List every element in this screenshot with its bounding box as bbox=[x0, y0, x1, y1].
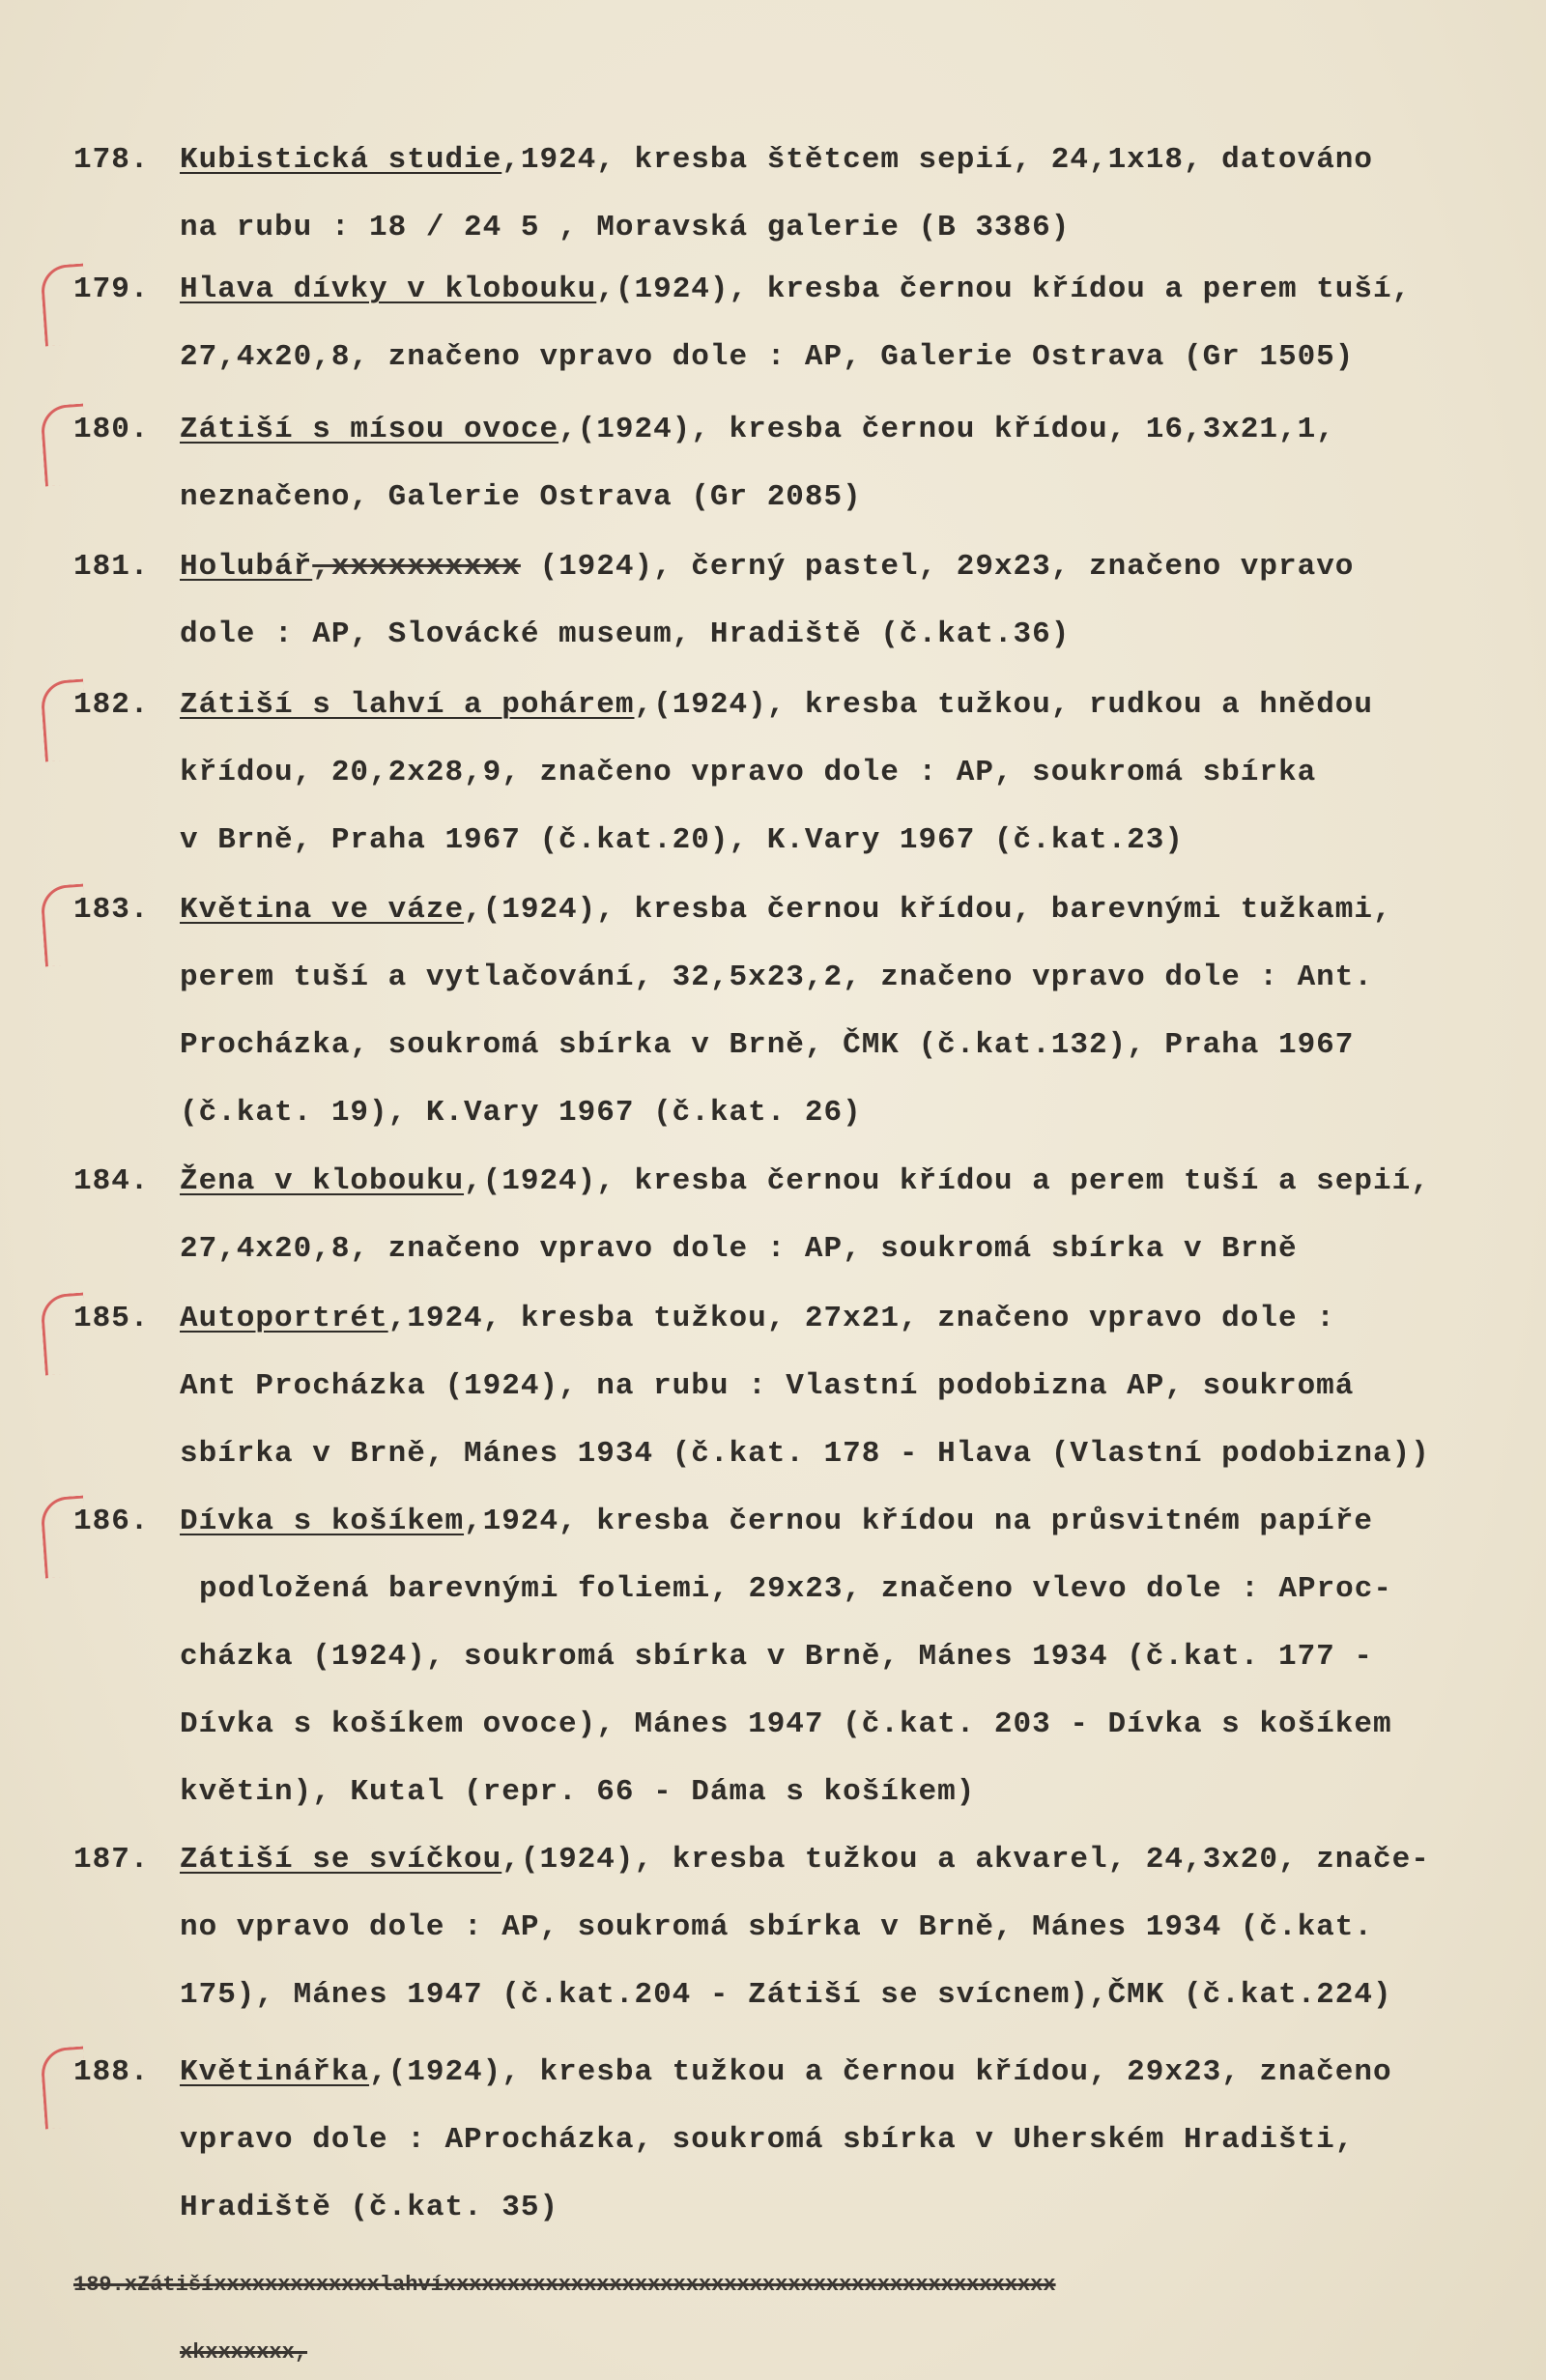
entry-number: 185. bbox=[73, 1302, 150, 1335]
entry-text-line: ,1924, kresba černou křídou na průsvitném papíře bbox=[464, 1505, 1373, 1538]
entry-text-line: květin), Kutal (repr. 66 - Dáma s košíkem) bbox=[180, 1775, 976, 1809]
entry-number: 182. bbox=[73, 688, 150, 722]
entry-text-line: sbírka v Brně, Mánes 1934 (č.kat. 178 - Hlava (Vlastní podobizna)) bbox=[180, 1437, 1430, 1471]
entry-number: 188. bbox=[73, 2055, 150, 2089]
entry-text-line: podložená barevnými foliemi, 29x23, značeno vlevo dole : AProc- bbox=[199, 1572, 1392, 1606]
entry-text-line: vpravo dole : AProcházka, soukromá sbírka v Uherském Hradišti, bbox=[180, 2123, 1355, 2157]
entry-number: 184. bbox=[73, 1164, 150, 1198]
entry-text-line: 175), Mánes 1947 (č.kat.204 - Zátiší se svícnem),ČMK (č.kat.224) bbox=[180, 1978, 1392, 2012]
artwork-title: Květina ve váze bbox=[180, 893, 465, 927]
artwork-title: Holubář bbox=[180, 550, 313, 584]
entry-text-line: cházka (1924), soukromá sbírka v Brně, Mánes 1934 (č.kat. 177 - bbox=[180, 1640, 1373, 1674]
entry-text-line: ,(1924), kresba tužkou a černou křídou, 29x23, značeno bbox=[369, 2055, 1392, 2089]
entry-text-line: na rubu : 18 / 24 5 , Moravská galerie (B 3386) bbox=[180, 211, 1071, 244]
entry-text-line: 27,4x20,8, značeno vpravo dole : AP, soukromá sbírka v Brně bbox=[180, 1232, 1298, 1266]
entry-text-line: neznačeno, Galerie Ostrava (Gr 2085) bbox=[180, 480, 862, 514]
struck-out-text: ,xxxxxxxxxx bbox=[312, 550, 521, 584]
artwork-title: Žena v klobouku bbox=[180, 1164, 465, 1198]
entry-text-line: ,1924, kresba štětcem sepií, 24,1x18, datováno bbox=[501, 143, 1374, 177]
entry-text-line: (1924), černý pastel, 29x23, značeno vpravo bbox=[520, 550, 1355, 584]
artwork-title: Zátiší se svíčkou bbox=[180, 1843, 502, 1877]
entry-number: 183. bbox=[73, 893, 150, 927]
entry-number: 187. bbox=[73, 1843, 150, 1877]
entry-number: 186. bbox=[73, 1505, 150, 1538]
entry-text-line: Procházka, soukromá sbírka v Brně, ČMK (č.kat.132), Praha 1967 bbox=[180, 1028, 1355, 1062]
entry-text-line: ,(1924), kresba černou křídou, 16,3x21,1, bbox=[558, 413, 1335, 446]
entry-text-line: no vpravo dole : AP, soukromá sbírka v Brně, Mánes 1934 (č.kat. bbox=[180, 1910, 1373, 1944]
entry-text-line: ,1924, kresba tužkou, 27x21, značeno vpravo dole : bbox=[387, 1302, 1335, 1335]
entry-text-line: v Brně, Praha 1967 (č.kat.20), K.Vary 1967 (č.kat.23) bbox=[180, 823, 1184, 857]
artwork-title: Kubistická studie bbox=[180, 143, 502, 177]
entry-text-line: (č.kat. 19), K.Vary 1967 (č.kat. 26) bbox=[180, 1096, 862, 1130]
entry-text-line: ,(1924), kresba černou křídou, barevnými tužkami, bbox=[464, 893, 1392, 927]
entry-text-line: Ant Procházka (1924), na rubu : Vlastní podobizna AP, soukromá bbox=[180, 1369, 1355, 1403]
entry-number: 180. bbox=[73, 413, 150, 446]
artwork-title: Hlava dívky v klobouku bbox=[180, 272, 597, 306]
entry-number: 178. bbox=[73, 143, 150, 177]
entry-number: 181. bbox=[73, 550, 150, 584]
entry-number: 179. bbox=[73, 272, 150, 306]
entry-text-line: 27,4x20,8, značeno vpravo dole : AP, Galerie Ostrava (Gr 1505) bbox=[180, 340, 1355, 374]
entry-text-line: ,(1924), kresba černou křídou a perem tuší, bbox=[596, 272, 1412, 306]
artwork-title: Zátiší s lahví a pohárem bbox=[180, 688, 635, 722]
struck-out-line: xkxxxxxxx, bbox=[180, 2340, 308, 2365]
entry-text-line: ,(1924), kresba tužkou, rudkou a hnědou bbox=[634, 688, 1374, 722]
artwork-title: Zátiší s mísou ovoce bbox=[180, 413, 559, 446]
artwork-title: Dívka s košíkem bbox=[180, 1505, 465, 1538]
entry-text-line: Hradiště (č.kat. 35) bbox=[180, 2191, 559, 2224]
artwork-title: Autoportrét bbox=[180, 1302, 388, 1335]
entry-text-line: ,(1924), kresba černou křídou a perem tuší a sepií, bbox=[464, 1164, 1430, 1198]
entry-text-line: křídou, 20,2x28,9, značeno vpravo dole : AP, soukromá sbírka bbox=[180, 756, 1317, 789]
entry-text-line: ,(1924), kresba tužkou a akvarel, 24,3x20, znače- bbox=[501, 1843, 1430, 1877]
entry-text-line: dole : AP, Slovácké museum, Hradiště (č.kat.36) bbox=[180, 617, 1071, 651]
entry-text-line: Dívka s košíkem ovoce), Mánes 1947 (č.kat. 203 - Dívka s košíkem bbox=[180, 1707, 1392, 1741]
artwork-title: Květinářka bbox=[180, 2055, 370, 2089]
struck-out-line: 189.xZátišíxxxxxxxxxxxxxlahvíxxxxxxxxxxxxxxxxxxxxxxxxxxxxxxxxxxxxxxxxxxxxxxxx bbox=[73, 2273, 1056, 2297]
entry-text-line: perem tuší a vytlačování, 32,5x23,2, značeno vpravo dole : Ant. bbox=[180, 961, 1373, 994]
